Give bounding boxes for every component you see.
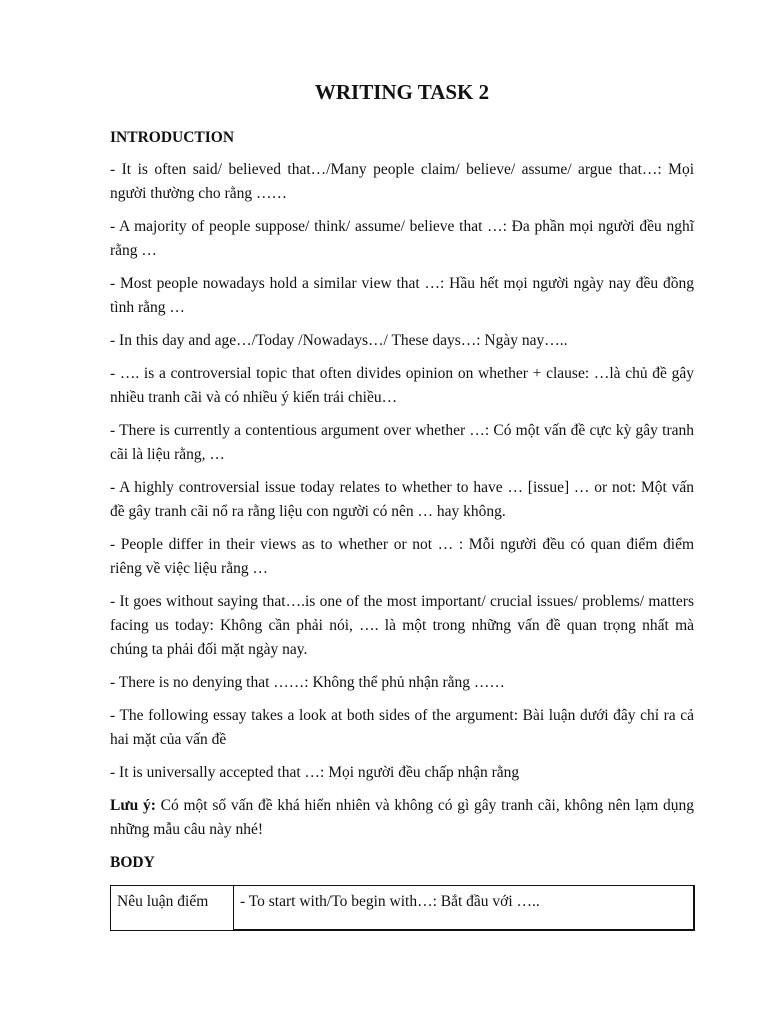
introduction-item: - It is universally accepted that …: Mọi người đều chấp nhận rằng [110, 764, 520, 781]
introduction-item: - There is currently a contentious argument over whether …: Có một vấn đề cực kỳ gây tranh cãi là liệu rằng, … [110, 422, 694, 463]
page-title: WRITING TASK 2 [314, 80, 490, 104]
note-paragraph [110, 794, 694, 842]
introduction-list [110, 158, 694, 785]
table-cell-content: - To start with/To begin with…: Bắt đầu với ….. [234, 886, 695, 931]
introduction-item: - A highly controversial issue today relates to whether to have … [issue] … or not: Một vấn đề gây tranh cãi nổ ra rằng liệu con người có nên … hay không. [110, 479, 694, 520]
table-cell-label: Nêu luận điểm [111, 886, 234, 931]
introduction-item: - …. is a controversial topic that often divides opinion on whether + clause: …là chủ đề gây nhiều tranh cãi và có nhiều ý kiến trái chiều… [110, 365, 694, 406]
introduction-item: - It goes without saying that….is one of the most important/ crucial issues/ problems/ matters facing us today: Không cần phải nói, …. là một trong những vấn đề quan trọng nhất mà chúng ta phải đối mặt ngày nay. [110, 593, 694, 658]
introduction-item: - People differ in their views as to whether or not … : Mỗi người đều có quan điểm điểm riêng về việc liệu rằng … [110, 536, 694, 577]
introduction-heading: INTRODUCTION [110, 129, 235, 146]
note-text: Có một số vấn đề khá hiển nhiên và không có gì gây tranh cãi, không nên lạm dụng những mẫu câu này nhé! [110, 797, 695, 838]
introduction-item: - A majority of people suppose/ think/ assume/ believe that …: Đa phần mọi người đều nghĩ rằng … [110, 218, 694, 259]
introduction-item: - It is often said/ believed that…/Many people claim/ believe/ assume/ argue that…: Mọi người thường cho rằng …… [110, 161, 694, 202]
introduction-item: - The following essay takes a look at both sides of the argument: Bài luận dưới đây chỉ ra cả hai mặt của vấn đề [110, 707, 694, 748]
note-label: Lưu ý: [110, 797, 156, 814]
table-row [111, 886, 695, 931]
introduction-item: - Most people nowadays hold a similar view that …: Hầu hết mọi người ngày nay đều đồng tình rằng … [110, 275, 694, 316]
body-table [110, 885, 695, 931]
introduction-item: - There is no denying that ……: Không thể phủ nhận rằng …… [110, 674, 505, 691]
introduction-item: - In this day and age…/Today /Nowadays…/ These days…: Ngày nay….. [110, 332, 568, 349]
body-heading: BODY [110, 854, 155, 871]
